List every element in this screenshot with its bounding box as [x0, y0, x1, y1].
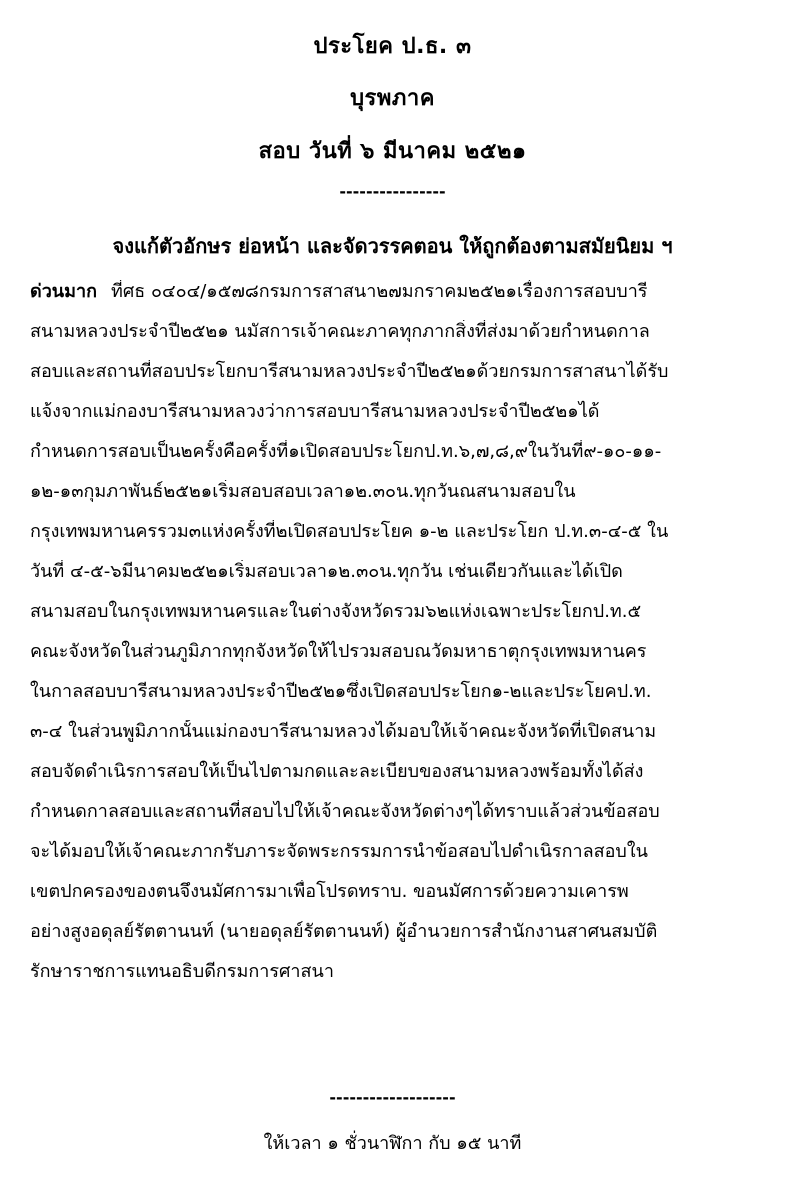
body-line-9: สนามสอบในกรุงเทพมหานครและในต่างจังหวัดรวม๖๒แห่งเฉพาะประโยกป.ท.๕: [30, 601, 642, 622]
body-line-6: ๑๒-๑๓กุมภาพันธ์๒๕๒๑เริ่มสอบสอบเวลา๑๒.๓๐น.ทุกวันณสนามสอบใน: [30, 481, 576, 502]
body-line-16: เขตปกครองของตนจึงนมัศการมาเพื่อโปรดทราบ. ขอนมัศการด้วยความเคารพ: [30, 881, 629, 902]
body-line-text: ที่ศธ ๐๔๐๔/๑๕๗๘กรมการสาสนา๒๗มกราคม๒๕๒๑เรื่องการสอบบารี: [110, 281, 648, 302]
body-line-10: คณะจังหวัดในส่วนภูมิภากทุกจังหวัดให้ไปรวมสอบณวัดมหาธาตุกรุงเทพมหานคร: [30, 641, 647, 662]
exam-date-title: สอบ วันที่ ๖ มีนาคม ๒๕๒๑: [258, 139, 527, 164]
exam-subject-title: บุรพภาค: [350, 86, 435, 111]
header-divider: ----------------: [339, 182, 446, 201]
exam-instruction: จงแก้ตัวอักษร ย่อหน้า และจัดวรรคตอน ให้ถูกต้องตามสมัยนิยม ฯ: [112, 234, 673, 258]
exam-level-title: ประโยค ป.ธ. ๓: [313, 34, 472, 59]
body-line-13: สอบจัดดำเนิรการสอบให้เป็นไปตามกดและละเบียบของสนามหลวงพร้อมทั้งได้ส่ง: [30, 761, 644, 782]
body-line-7: กรุงเทพมหานครรวม๓แห่งครั้งที่๒เปิดสอบประโยค ๑-๒ และประโยก ป.ท.๓-๔-๕ ใน: [30, 521, 669, 542]
body-line-17: อย่างสูงอดุลย์รัตตานนท์ (นายอดุลย์รัตตานนท์) ผู้อำนวยการสำนักงานสาศนสมบัติ: [30, 921, 658, 942]
body-line-4: แจ้งจากแม่กองบารีสนามหลวงว่าการสอบบารีสนามหลวงประจำปี๒๕๒๑ได้: [30, 401, 600, 422]
body-line-8: วันที่ ๔-๕-๖มีนาคม๒๕๒๑เริ่มสอบเวลา๑๒.๓๐น.ทุกวัน เช่นเดียวกันและได้เปิด: [30, 561, 623, 582]
body-line-2: สนามหลวงประจำปี๒๕๒๑ นมัสการเจ้าคณะภาคทุกภากสิ่งที่ส่งมาด้วยกำหนดกาล: [30, 321, 650, 342]
time-allowed: ให้เวลา ๑ ชั่วนาฬิกา กับ ๑๕ นาที: [263, 1133, 522, 1154]
body-line-12: ๓-๔ ในส่วนพูมิภากนั้นแม่กองบารีสนามหลวงได้มอบให้เจ้าคณะจังหวัดที่เปิดสนาม: [30, 721, 657, 742]
urgent-label: ด่วนมาก: [30, 281, 97, 302]
body-line-1: [30, 280, 765, 304]
footer-divider: -------------------: [329, 1088, 456, 1107]
body-line-14: กำหนดกาลสอบและสถานที่สอบไปให้เจ้าคณะจังหวัดต่างๆได้ทราบแล้วส่วนข้อสอบ: [30, 801, 660, 822]
body-line-15: จะได้มอบให้เจ้าคณะภากรับภาระจัดพระกรรมการนำข้อสอบไปดำเนิรกาลสอบใน: [30, 841, 648, 862]
body-line-11: ในกาลสอบบารีสนามหลวงประจำปี๒๕๒๑ซึ่งเปิดสอบประโยก๑-๒และประโยคป.ท.: [30, 681, 652, 702]
body-line-3: สอบและสถานที่สอบประโยกบารีสนามหลวงประจำปี๒๕๒๑ด้วยกรมการสาสนาได้รับ: [30, 361, 669, 382]
body-line-5: กำหนดการสอบเป็น๒ครั้งคือครั้งที่๑เปิดสอบประโยกป.ท.๖,๗,๘,๙ในวันที่๙-๑๐-๑๑-: [30, 441, 662, 462]
body-line-18: รักษาราชการแทนอธิบดีกรมการศาสนา: [30, 961, 334, 982]
